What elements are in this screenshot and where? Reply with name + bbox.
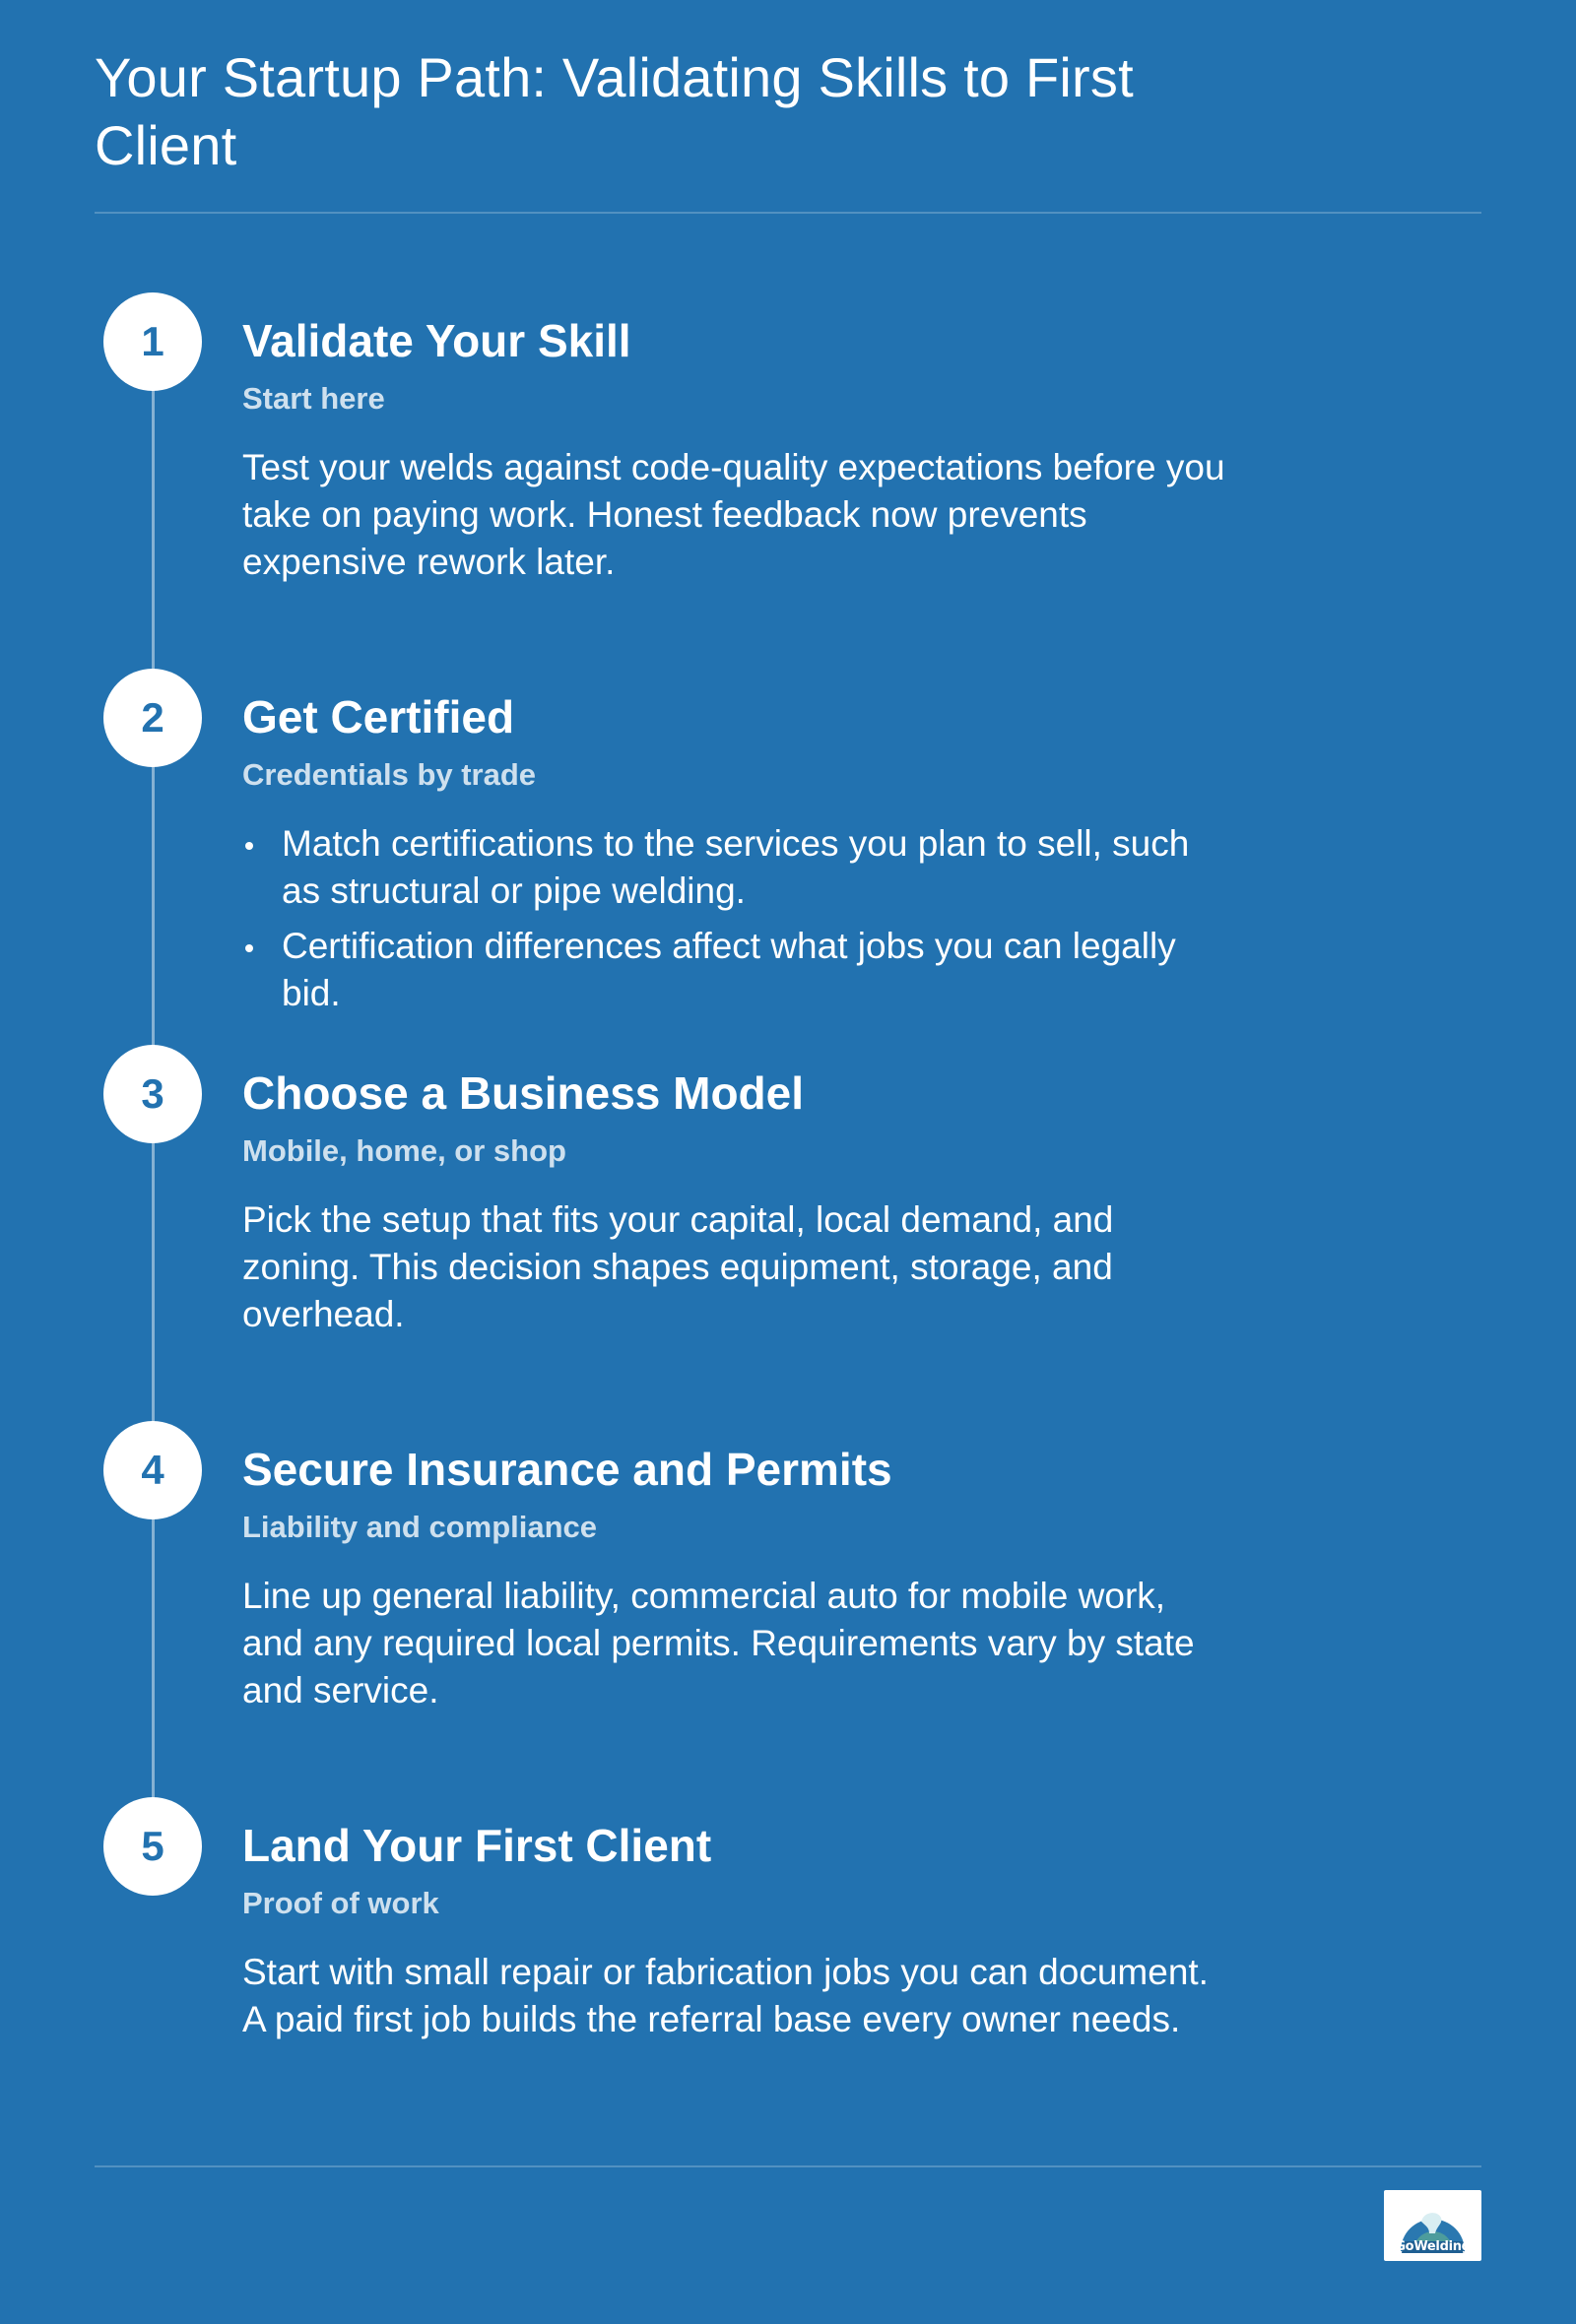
step-subtitle: Start here xyxy=(242,381,385,416)
gowelding-logo xyxy=(1384,2190,1481,2261)
step-number-badge: 1 xyxy=(103,292,202,391)
step-bullet-list xyxy=(242,820,1227,1017)
logo-text: GoWelding xyxy=(1395,2239,1471,2254)
step-content xyxy=(242,690,1247,1025)
step-title: Validate Your Skill xyxy=(242,315,631,366)
step-description: Start with small repair or fabrication jobs you can document. A paid first job builds the referral base every owner needs. xyxy=(242,1952,1209,2039)
step-description: Pick the setup that fits your capital, local demand, and zoning. This decision shapes equipment, storage, and overhead. xyxy=(242,1199,1114,1334)
list-item: Certification differences affect what jobs you can legally bid. xyxy=(242,923,1227,1017)
step-subtitle: Credentials by trade xyxy=(242,757,537,792)
step-number-badge: 5 xyxy=(103,1797,202,1896)
footer-divider xyxy=(95,2165,1481,2167)
step-content xyxy=(242,1066,1247,1338)
list-item: Match certifications to the services you plan to sell, such as structural or pipe welding. xyxy=(242,820,1227,915)
step-title: Secure Insurance and Permits xyxy=(242,1444,892,1495)
step-content xyxy=(242,1819,1247,2043)
header-divider xyxy=(95,212,1481,214)
step-subtitle: Mobile, home, or shop xyxy=(242,1133,566,1168)
step-description: Line up general liability, commercial auto for mobile work, and any required local permits. Requirements vary by state and service. xyxy=(242,1576,1195,1711)
step-title: Land Your First Client xyxy=(242,1820,712,1871)
step-content xyxy=(242,1443,1247,1714)
step-number-badge: 3 xyxy=(103,1045,202,1143)
step-title: Choose a Business Model xyxy=(242,1067,805,1119)
step-description: Test your welds against code-quality expectations before you take on paying work. Honest feedback now prevents expensive rework later. xyxy=(242,447,1225,582)
step-number-badge: 2 xyxy=(103,669,202,767)
step-content xyxy=(242,314,1247,586)
step-subtitle: Proof of work xyxy=(242,1886,439,1920)
step-subtitle: Liability and compliance xyxy=(242,1510,598,1544)
step-number-badge: 4 xyxy=(103,1421,202,1519)
page-title: Your Startup Path: Validating Skills to First Client xyxy=(95,46,1134,176)
step-title: Get Certified xyxy=(242,691,515,742)
